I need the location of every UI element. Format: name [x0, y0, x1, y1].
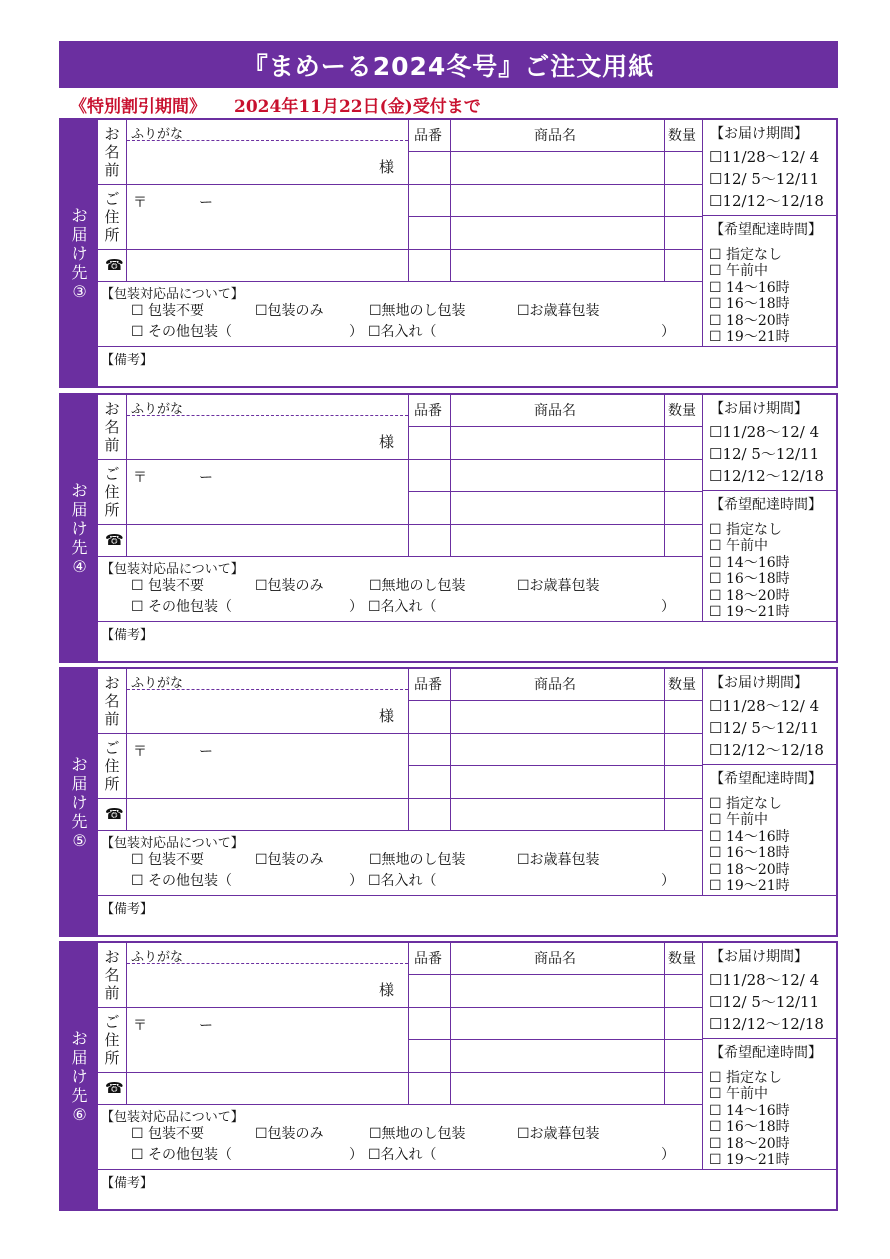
delivery-label-char: け — [71, 518, 88, 538]
time-option-14-16[interactable]: ☐ 14～16時 — [709, 1103, 790, 1119]
furigana-label: ふりがな — [131, 402, 184, 417]
time-option-none[interactable]: ☐ 指定なし — [709, 522, 783, 538]
col-hinban: 品番 — [414, 128, 442, 144]
discount-notice — [70, 92, 509, 117]
period-label: 【お届け期間】 — [710, 675, 808, 691]
wrap-none-checkbox[interactable]: ☐ 包装不要 — [131, 1126, 205, 1142]
notice-label: 《特別割引期間》 — [70, 97, 206, 117]
phone-field[interactable] — [127, 1072, 408, 1104]
name-label: お 名 前 — [104, 125, 120, 179]
period-option-1[interactable]: ☐11/28～12/ 4 — [709, 971, 820, 989]
name-label: お 名 前 — [104, 674, 120, 728]
name-engrave-checkbox[interactable]: ☐名入れ（ — [368, 873, 437, 889]
name-field[interactable] — [127, 415, 408, 459]
delivery-label — [61, 120, 98, 386]
time-option-14-16[interactable]: ☐ 14～16時 — [709, 829, 790, 845]
delivery-block — [59, 393, 838, 663]
delivery-label-char: 届 — [71, 773, 88, 793]
notice-deadline: 2024年11月22日(金)受付まで — [234, 97, 481, 117]
time-label: 【希望配達時間】 — [710, 1045, 822, 1061]
address-field[interactable] — [127, 459, 408, 524]
time-option-16-18[interactable]: ☐ 16～18時 — [709, 845, 790, 861]
phone-field[interactable] — [127, 798, 408, 830]
period-option-2[interactable]: ☐12/ 5～12/11 — [709, 993, 820, 1011]
name-engrave-close: ） — [661, 873, 675, 889]
period-option-3[interactable]: ☐12/12～12/18 — [709, 1015, 824, 1033]
wrap-other-checkbox[interactable]: ☐ その他包装（ — [131, 1147, 233, 1163]
address-label: ご 住 所 — [104, 189, 120, 244]
postal-dash: ー — [199, 1018, 213, 1034]
sama-label: 様 — [379, 158, 395, 176]
delivery-label — [61, 943, 98, 1209]
remarks-label: 【備考】 — [101, 1176, 154, 1191]
name-field[interactable] — [127, 140, 408, 184]
wrap-label: 【包装対応品について】 — [101, 562, 244, 577]
period-option-2[interactable]: ☐12/ 5～12/11 — [709, 445, 820, 463]
delivery-block — [59, 118, 838, 388]
postal-dash: ー — [199, 470, 213, 486]
delivery-label — [61, 395, 98, 661]
page-title: 『まめーる2024冬号』ご注文用紙 — [59, 41, 838, 88]
phone-icon: ☎ — [105, 805, 124, 823]
wrap-noshi-checkbox[interactable]: ☐無地のし包装 — [369, 1126, 466, 1142]
wrap-noshi-checkbox[interactable]: ☐無地のし包装 — [369, 303, 466, 319]
period-label: 【お届け期間】 — [710, 949, 808, 965]
time-option-morning[interactable]: ☐ 午前中 — [709, 538, 769, 554]
time-option-none[interactable]: ☐ 指定なし — [709, 796, 783, 812]
name-engrave-checkbox[interactable]: ☐名入れ（ — [368, 1147, 437, 1163]
wrap-label: 【包装対応品について】 — [101, 836, 244, 851]
delivery-label-char: ③ — [72, 281, 87, 301]
delivery-label-char: 先 — [71, 811, 88, 831]
address-label: ご 住 所 — [104, 1012, 120, 1067]
sama-label: 様 — [379, 433, 395, 451]
delivery-block — [59, 667, 838, 937]
delivery-label-char: お — [71, 1028, 88, 1048]
time-option-18-20[interactable]: ☐ 18～20時 — [709, 1136, 790, 1152]
remarks-field[interactable] — [98, 1169, 838, 1211]
postal-dash: ー — [199, 195, 213, 211]
wrap-other-close: ） — [349, 1147, 363, 1163]
col-shohin: 商品名 — [534, 403, 576, 419]
time-option-18-20[interactable]: ☐ 18～20時 — [709, 862, 790, 878]
name-field[interactable] — [127, 689, 408, 733]
col-suryo: 数量 — [668, 677, 696, 693]
postal-mark: 〒 — [133, 470, 147, 486]
col-hinban: 品番 — [414, 403, 442, 419]
col-shohin: 商品名 — [534, 951, 576, 967]
wrap-only-checkbox[interactable]: ☐包装のみ — [255, 1126, 324, 1142]
delivery-label-char: 先 — [71, 537, 88, 557]
col-shohin: 商品名 — [534, 677, 576, 693]
time-option-16-18[interactable]: ☐ 16～18時 — [709, 1119, 790, 1135]
period-option-1[interactable]: ☐11/28～12/ 4 — [709, 697, 820, 715]
time-label: 【希望配達時間】 — [710, 222, 822, 238]
name-engrave-close: ） — [661, 599, 675, 615]
sama-label: 様 — [379, 707, 395, 725]
period-option-2[interactable]: ☐12/ 5～12/11 — [709, 719, 820, 737]
sama-label: 様 — [379, 981, 395, 999]
delivery-label-char: け — [71, 1066, 88, 1086]
address-field[interactable] — [127, 1007, 408, 1072]
delivery-label-char: 先 — [71, 262, 88, 282]
period-label: 【お届け期間】 — [710, 401, 808, 417]
phone-icon: ☎ — [105, 1079, 124, 1097]
delivery-label-char: 届 — [71, 499, 88, 519]
time-option-19-21[interactable]: ☐ 19～21時 — [709, 878, 790, 894]
wrap-noshi-checkbox[interactable]: ☐無地のし包装 — [369, 578, 466, 594]
phone-icon: ☎ — [105, 531, 124, 549]
wrap-noshi-checkbox[interactable]: ☐無地のし包装 — [369, 852, 466, 868]
time-option-19-21[interactable]: ☐ 19～21時 — [709, 329, 790, 345]
period-option-1[interactable]: ☐11/28～12/ 4 — [709, 423, 820, 441]
time-option-19-21[interactable]: ☐ 19～21時 — [709, 604, 790, 620]
wrap-other-close: ） — [349, 599, 363, 615]
wrap-oseibo-checkbox[interactable]: ☐お歳暮包装 — [517, 578, 600, 594]
time-option-14-16[interactable]: ☐ 14～16時 — [709, 280, 790, 296]
time-option-18-20[interactable]: ☐ 18～20時 — [709, 588, 790, 604]
delivery-label-char: ⑥ — [72, 1104, 87, 1124]
wrap-other-checkbox[interactable]: ☐ その他包装（ — [131, 324, 233, 340]
name-label: お 名 前 — [104, 948, 120, 1002]
remarks-field[interactable] — [98, 346, 838, 388]
col-suryo: 数量 — [668, 403, 696, 419]
name-engrave-close: ） — [661, 1147, 675, 1163]
delivery-label-char: 先 — [71, 1085, 88, 1105]
delivery-label-char: お — [71, 754, 88, 774]
delivery-label-char: 届 — [71, 224, 88, 244]
wrap-label: 【包装対応品について】 — [101, 1110, 244, 1125]
address-label: ご 住 所 — [104, 738, 120, 793]
period-option-3[interactable]: ☐12/12～12/18 — [709, 467, 824, 485]
remarks-field[interactable] — [98, 621, 838, 663]
address-field[interactable] — [127, 184, 408, 249]
postal-mark: 〒 — [133, 1018, 147, 1034]
remarks-label: 【備考】 — [101, 353, 154, 368]
phone-field[interactable] — [127, 249, 408, 281]
phone-icon: ☎ — [105, 256, 124, 274]
col-shohin: 商品名 — [534, 128, 576, 144]
period-option-1[interactable]: ☐11/28～12/ 4 — [709, 148, 820, 166]
delivery-block — [59, 941, 838, 1211]
col-hinban: 品番 — [414, 677, 442, 693]
address-field[interactable] — [127, 733, 408, 798]
name-label: お 名 前 — [104, 400, 120, 454]
postal-mark: 〒 — [133, 744, 147, 760]
delivery-label-char: ④ — [72, 556, 87, 576]
time-option-morning[interactable]: ☐ 午前中 — [709, 1086, 769, 1102]
wrap-other-close: ） — [349, 873, 363, 889]
name-engrave-close: ） — [661, 324, 675, 340]
delivery-label-char: 届 — [71, 1047, 88, 1067]
time-option-none[interactable]: ☐ 指定なし — [709, 1070, 783, 1086]
time-option-morning[interactable]: ☐ 午前中 — [709, 263, 769, 279]
phone-field[interactable] — [127, 524, 408, 556]
time-option-18-20[interactable]: ☐ 18～20時 — [709, 313, 790, 329]
wrap-oseibo-checkbox[interactable]: ☐お歳暮包装 — [517, 1126, 600, 1142]
wrap-only-checkbox[interactable]: ☐包装のみ — [255, 852, 324, 868]
wrap-none-checkbox[interactable]: ☐ 包装不要 — [131, 578, 205, 594]
period-label: 【お届け期間】 — [710, 126, 808, 142]
col-suryo: 数量 — [668, 951, 696, 967]
time-option-none[interactable]: ☐ 指定なし — [709, 247, 783, 263]
name-engrave-checkbox[interactable]: ☐名入れ（ — [368, 324, 437, 340]
delivery-label — [61, 669, 98, 935]
delivery-label-char: け — [71, 792, 88, 812]
delivery-label-char: お — [71, 205, 88, 225]
name-engrave-checkbox[interactable]: ☐名入れ（ — [368, 599, 437, 615]
time-label: 【希望配達時間】 — [710, 497, 822, 513]
wrap-oseibo-checkbox[interactable]: ☐お歳暮包装 — [517, 303, 600, 319]
time-option-morning[interactable]: ☐ 午前中 — [709, 812, 769, 828]
remarks-label: 【備考】 — [101, 902, 154, 917]
wrap-oseibo-checkbox[interactable]: ☐お歳暮包装 — [517, 852, 600, 868]
furigana-label: ふりがな — [131, 676, 184, 691]
remarks-label: 【備考】 — [101, 628, 154, 643]
remarks-field[interactable] — [98, 895, 838, 937]
wrap-other-close: ） — [349, 324, 363, 340]
wrap-label: 【包装対応品について】 — [101, 287, 244, 302]
postal-mark: 〒 — [133, 195, 147, 211]
time-option-19-21[interactable]: ☐ 19～21時 — [709, 1152, 790, 1168]
wrap-none-checkbox[interactable]: ☐ 包装不要 — [131, 303, 205, 319]
wrap-none-checkbox[interactable]: ☐ 包装不要 — [131, 852, 205, 868]
col-suryo: 数量 — [668, 128, 696, 144]
time-option-16-18[interactable]: ☐ 16～18時 — [709, 296, 790, 312]
time-label: 【希望配達時間】 — [710, 771, 822, 787]
wrap-only-checkbox[interactable]: ☐包装のみ — [255, 578, 324, 594]
wrap-other-checkbox[interactable]: ☐ その他包装（ — [131, 599, 233, 615]
time-option-14-16[interactable]: ☐ 14～16時 — [709, 555, 790, 571]
delivery-label-char: け — [71, 243, 88, 263]
postal-dash: ー — [199, 744, 213, 760]
period-option-3[interactable]: ☐12/12～12/18 — [709, 741, 824, 759]
address-label: ご 住 所 — [104, 464, 120, 519]
period-option-2[interactable]: ☐12/ 5～12/11 — [709, 170, 820, 188]
period-option-3[interactable]: ☐12/12～12/18 — [709, 192, 824, 210]
furigana-label: ふりがな — [131, 127, 184, 142]
wrap-other-checkbox[interactable]: ☐ その他包装（ — [131, 873, 233, 889]
time-option-16-18[interactable]: ☐ 16～18時 — [709, 571, 790, 587]
wrap-only-checkbox[interactable]: ☐包装のみ — [255, 303, 324, 319]
delivery-label-char: お — [71, 480, 88, 500]
delivery-label-char: ⑤ — [72, 830, 87, 850]
col-hinban: 品番 — [414, 951, 442, 967]
furigana-label: ふりがな — [131, 950, 184, 965]
name-field[interactable] — [127, 963, 408, 1007]
